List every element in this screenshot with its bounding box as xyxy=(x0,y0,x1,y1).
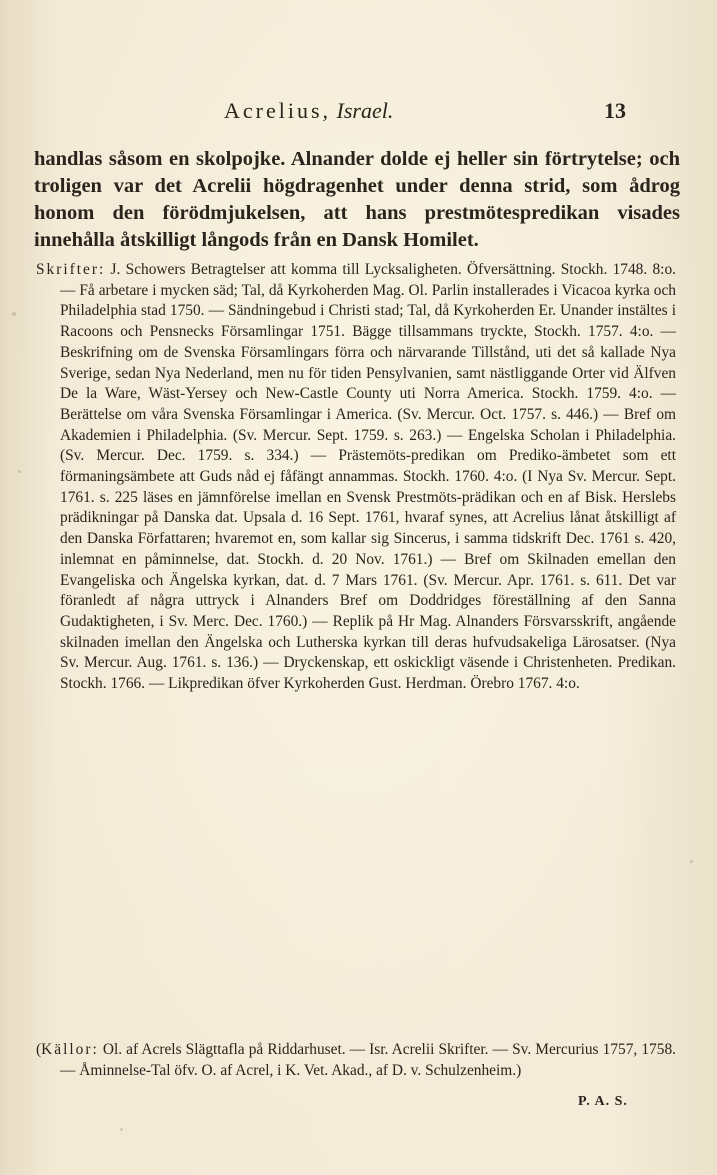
writings-label: Skrifter: xyxy=(36,261,106,278)
writings-section xyxy=(36,260,676,695)
paper-speck xyxy=(18,470,21,473)
intro-text: handlas såsom en skolpojke. Alnander dolde ej heller sin förtrytelse; och troligen var det Acrelii högdragenhet under denna strid, som ådrog honom den förödmjukelsen, att hans prestmötespredikan visades innehålla åtskilligt långods från en Dansk Homilet. xyxy=(34,148,680,251)
sources-paragraph: (Källor: Ol. af Acrels Slägttafla på Riddarhuset. — Isr. Acrelii Skrifter. — Sv. Mercurius 1757, 1758. — Åminnelse-Tal öfv. O. af Acrel, i K. Vet. Akad., af D. v. Schulzenheim.) xyxy=(36,1041,676,1079)
running-head xyxy=(200,92,580,132)
author-signature: P. A. S. xyxy=(578,1094,628,1109)
running-head-given-name: Israel. xyxy=(331,98,394,123)
sources-label: Källor: xyxy=(41,1041,99,1058)
intro-paragraph xyxy=(34,146,680,254)
paper-speck xyxy=(12,312,16,316)
paper-speck xyxy=(120,1128,123,1131)
writings-paragraph xyxy=(36,260,676,695)
writings-text: J. Schowers Betragtelser att komma till Lycksaligheten. Öfversättning. Stockh. 1748. 8:o. — Få arbetare i mycken säd; Tal, då Kyrkoherden Mag. Ol. Parlin installerades i Vicacoa kyrka och Philadelphia stad 1750. — Sändningebud i Christi stad; Tal, då Kyrkoherden Er. Unander instältes i Racoons och Pensnecks Församlingar 1751. Bägge tillsammans tryckte, Stockh. 1757. 4:o. — Beskrifning om de Svenska Församlingars förra och närvarande Tillstånd, uti det så kallade Nya Sverige, sedan Nya Nederland, men nu för tiden Pensylvanien, samt nästliggande Orter vid Älfven De la Ware, Wäst-Yersey och New-Castle County uti Norra America. Stockh. 1759. 4:o. — Berättelse om våra Svenska Församlingar i America. (Sv. Mercur. Oct. 1757. s. 446.) — Bref om Akademien i Philadelphia. (Sv. Mercur. Sept. 1759. s. 263.) — Engelska Scholan i Philadelphia. (Sv. Mercur. Dec. 1759. s. 334.) — Prästemöts-predikan om Prediko-ämbetet som ett förmaningsämbete att Guds nåd ej fåfängt annammas. Stockh. 1760. 4:o. (I Nya Sv. Mercur. Sept. 1761. s. 225 läses en jämnförelse imellan en Svensk Prestmöts-prädikan och en af Bisk. Herslebs prädikningar på Danska dat. Upsala d. 16 Sept. 1761, hvaraf synes, att Acrelius lånat åtskilligt af den Danska Författaren; hvaremot en, som kallar sig Sincerus, i samma tidskrift Dec. 1761 s. 420, inlemnat en påminnelse, dat. Stockh. d. 20 Nov. 1761.) — Bref om Skilnaden emellan den Evangeliska och Ängelska kyrkan, dat. d. 7 Mars 1761. (Sv. Mercur. Apr. 1761. s. 611. Det var föranledt af några uttryck i Alnanders Bref om Doddridges föreställning af den Sanna Gudaktigheten, i Sv. Merc. Dec. 1760.) — Replik på Hr Mag. Alnanders Försvarsskrift, angående skilnaden imellan den Ängelska och Lutherska kyrkan till deras hufvudsakeliga Lärosatser. (Nya Sv. Mercur. Aug. 1761. s. 136.) — Dryckenskap, ett oskickligt väsende i Christenheten. Predikan. Stockh. 1766. — Likpredikan öfver Kyrkoherden Gust. Herdman. Örebro 1767. 4:o. xyxy=(60,261,676,693)
page-number: 13 xyxy=(604,98,626,123)
running-head-name: Acrelius, xyxy=(224,98,332,123)
sources-text: Ol. af Acrels Slägttafla på Riddarhuset. — Isr. Acrelii Skrifter. — Sv. Mercurius 1757, 1758. — Åminnelse-Tal öfv. O. af Acrel, i K. Vet. Akad., af D. v. Schulzenheim.) xyxy=(60,1041,676,1079)
sources-section xyxy=(36,1040,676,1081)
paper-speck xyxy=(690,860,693,863)
